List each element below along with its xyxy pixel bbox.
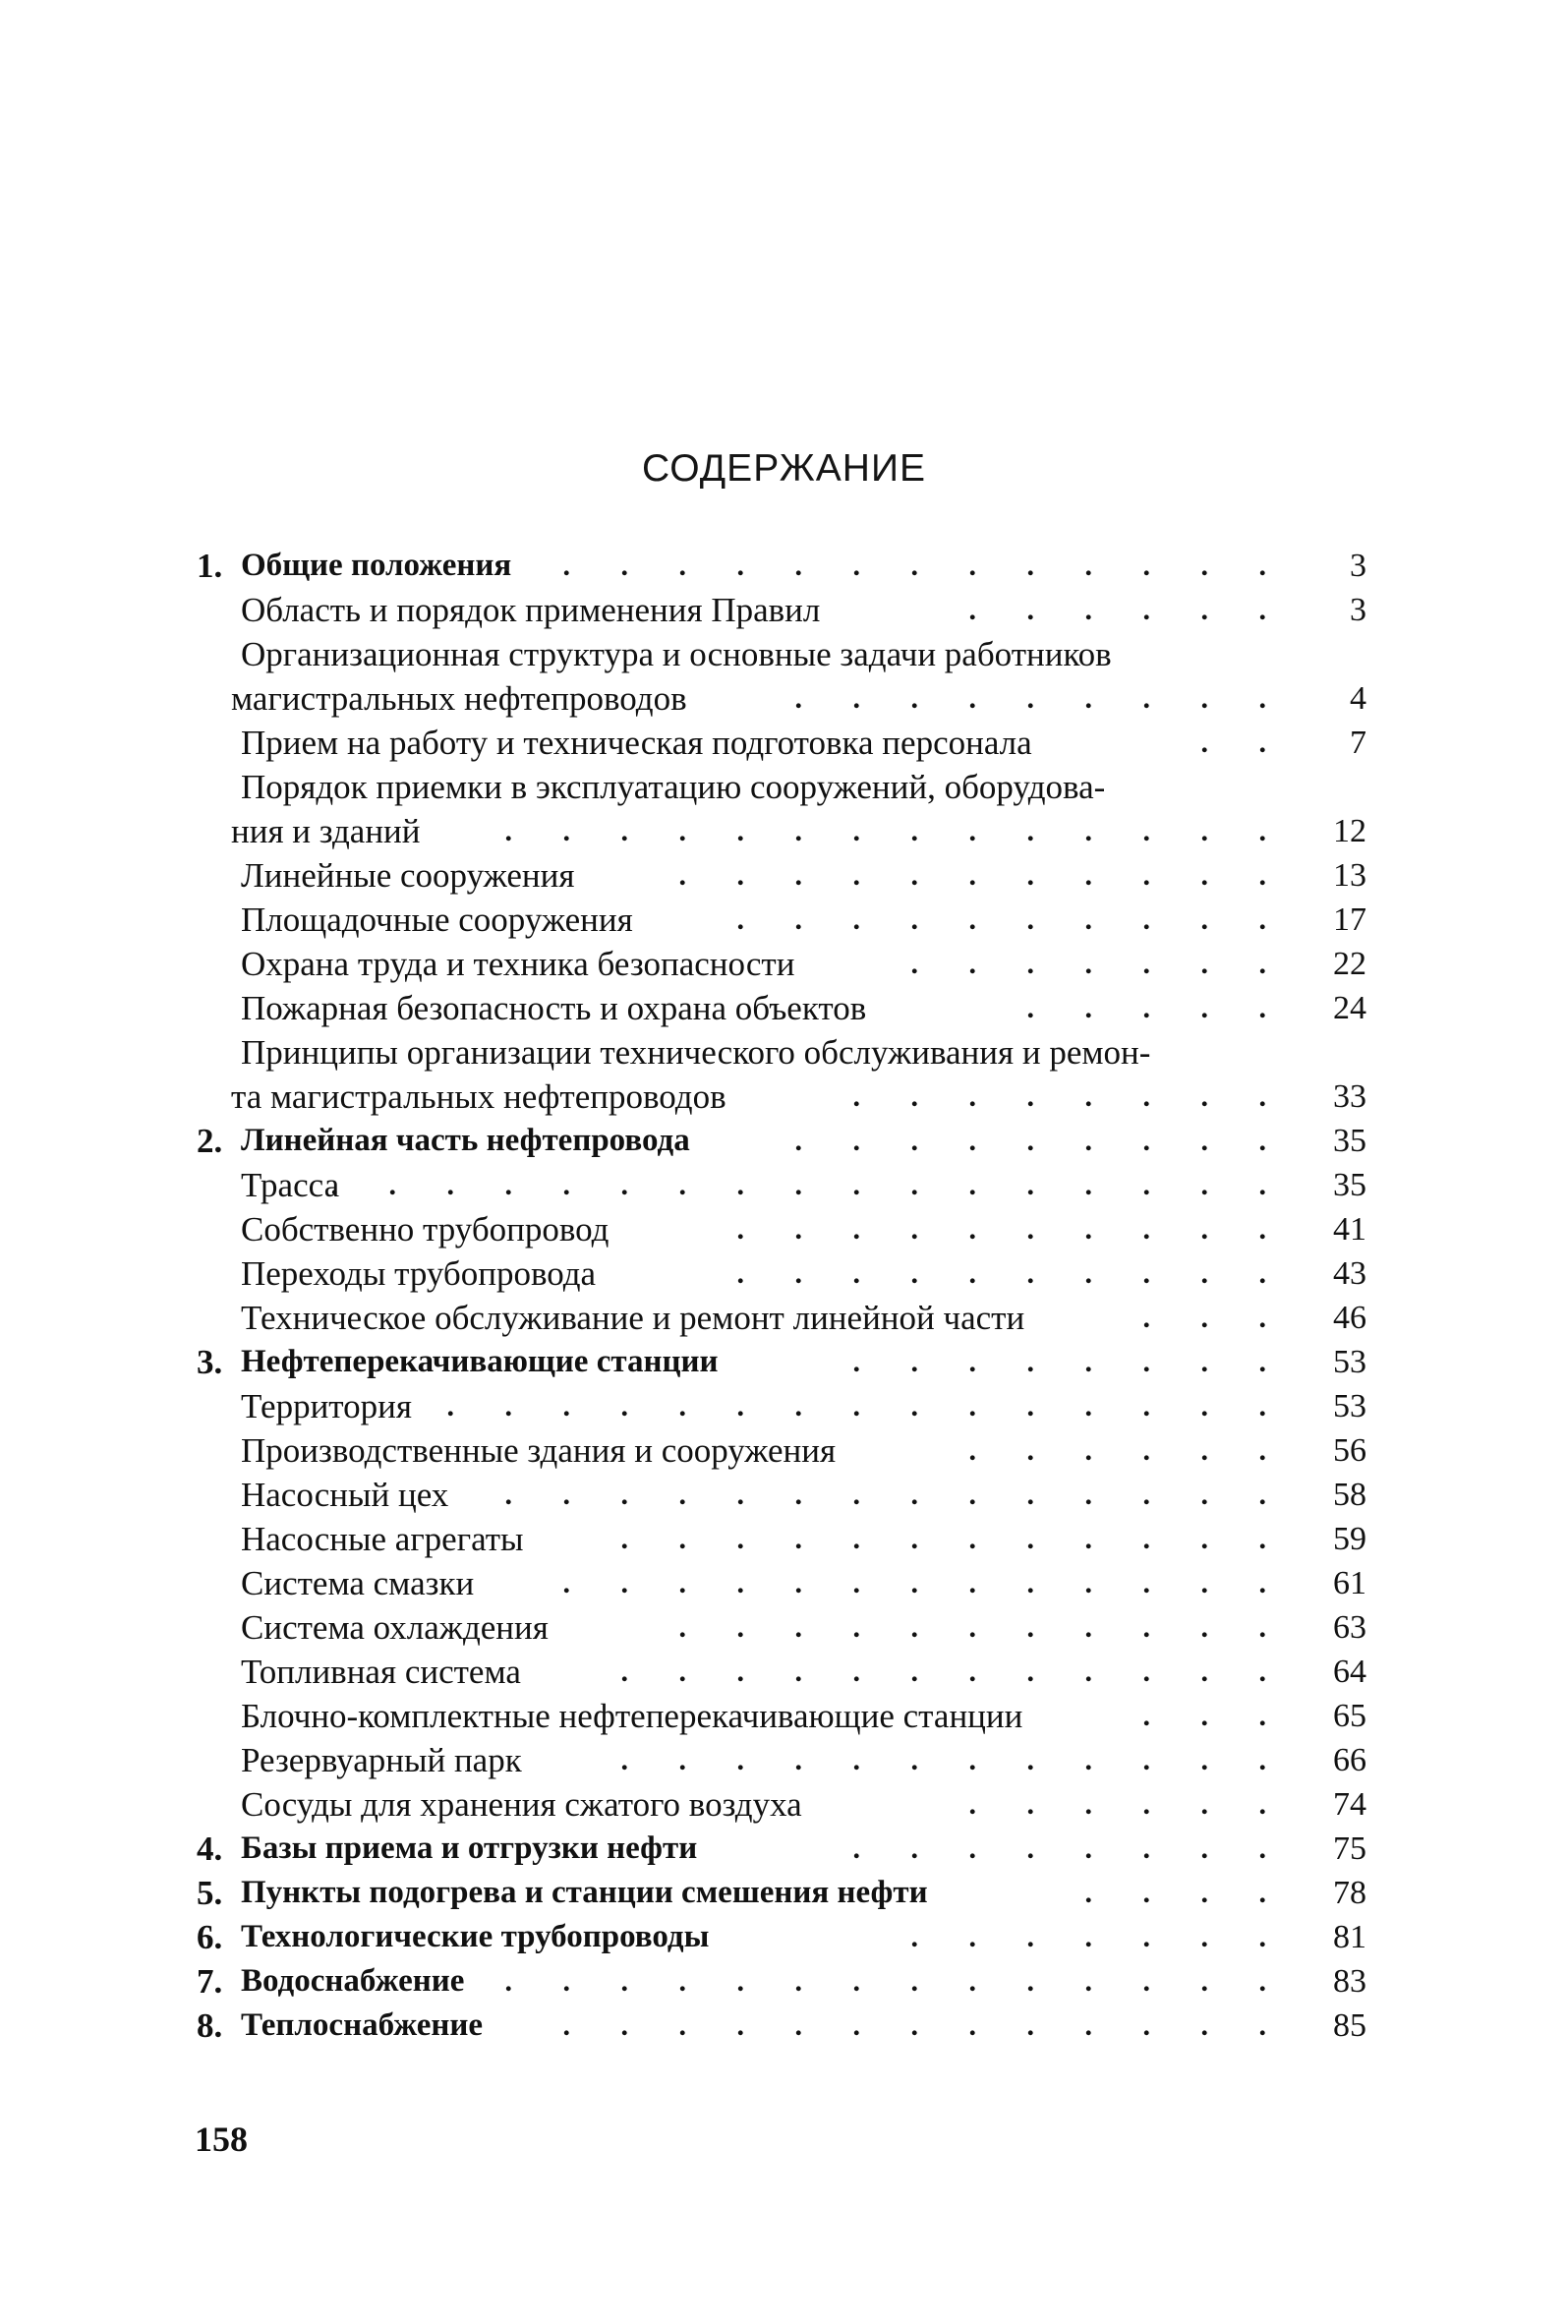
dot-leader: . . . . . . <box>968 594 1288 626</box>
entry-title: Базы приема и отгрузки нефти <box>241 1830 698 1866</box>
dot-leader: . . . . . . . . . . . . . <box>562 2009 1288 2042</box>
toc-entry <box>197 1650 1366 1694</box>
entry-title: ния и зданий <box>231 812 421 850</box>
toc-chapter-entry <box>197 1871 1366 1915</box>
toc-entry <box>197 1075 1366 1119</box>
entry-title: Общие положения <box>241 548 512 583</box>
page-ref: 35 <box>1333 1123 1366 1159</box>
dot-leader: . . . . . . . . . . <box>736 1213 1288 1246</box>
page-ref: 63 <box>1333 1609 1366 1646</box>
toc-entry <box>197 1738 1366 1782</box>
entry-title: Пожарная безопасность и охрана объектов <box>241 989 867 1027</box>
dot-leader: . . . <box>1142 1302 1288 1334</box>
dot-leader: . . . . <box>1084 1877 1288 1909</box>
entry-title: Область и порядок применения Правил <box>241 591 821 629</box>
entry-title: Топливная система <box>241 1653 521 1691</box>
entry-title: магистральных нефтепроводов <box>231 679 687 718</box>
toc-entry <box>197 1296 1366 1340</box>
toc-entry <box>197 986 1366 1030</box>
dot-leader: . . . . . . . . . . . . <box>620 1744 1288 1776</box>
toc-entry <box>197 809 1366 853</box>
entry-title: Площадочные сооружения <box>241 901 633 939</box>
toc-chapter-entry <box>197 1119 1366 1163</box>
page-number: 158 <box>195 2120 248 2159</box>
entry-title: Порядок приемки в эксплуатацию сооружений, оборудова- <box>241 768 1106 806</box>
page-ref: 61 <box>1333 1565 1366 1601</box>
toc-entry <box>197 1428 1366 1473</box>
page-title: СОДЕРЖАНИЕ <box>641 447 927 490</box>
page-ref: 53 <box>1333 1344 1366 1380</box>
entry-title: Резервуарный парк <box>241 1741 522 1779</box>
page-ref: 3 <box>1350 548 1366 584</box>
entry-title: Линейные сооружения <box>241 856 575 895</box>
dot-leader: . . . . . <box>1026 992 1288 1024</box>
page-ref: 66 <box>1333 1742 1366 1778</box>
dot-leader: . . . . . . . . . <box>794 1125 1288 1157</box>
toc-entry <box>197 676 1366 721</box>
toc-entry <box>197 1694 1366 1738</box>
dot-leader: . . . . . . <box>968 1434 1288 1467</box>
page-ref: 33 <box>1333 1078 1366 1115</box>
chapter-number: 3. <box>197 1343 223 1381</box>
toc-entry <box>197 1251 1366 1296</box>
entry-title: та магистральных нефтепроводов <box>231 1077 726 1116</box>
page-ref: 4 <box>1350 680 1366 717</box>
toc-chapter-entry <box>197 2004 1366 2048</box>
page-ref: 65 <box>1333 1698 1366 1734</box>
page-ref: 64 <box>1333 1654 1366 1690</box>
dot-leader: . . . . . . . . . . . . . . . <box>446 1390 1288 1423</box>
toc-entry <box>197 1163 1366 1207</box>
toc-entry <box>197 1473 1366 1517</box>
page-ref: 22 <box>1333 946 1366 982</box>
entry-title: Территория <box>241 1387 412 1425</box>
table-of-contents <box>197 544 1366 2048</box>
toc-chapter-entry <box>197 1915 1366 1959</box>
entry-title: Сосуды для хранения сжатого воздуха <box>241 1785 802 1824</box>
toc-entry <box>197 1605 1366 1650</box>
page-ref: 56 <box>1333 1432 1366 1469</box>
page-ref: 58 <box>1333 1477 1366 1513</box>
entry-title: Нефтеперекачивающие станции <box>241 1344 719 1379</box>
toc-entry <box>197 1561 1366 1605</box>
entry-title: Переходы трубопровода <box>241 1254 597 1293</box>
toc-entry <box>197 721 1366 765</box>
dot-leader: . . . . . . . . . . <box>736 903 1288 936</box>
chapter-number: 8. <box>197 2006 223 2045</box>
toc-chapter-entry <box>197 1340 1366 1384</box>
chapter-number: 4. <box>197 1830 223 1868</box>
page-ref: 75 <box>1333 1830 1366 1867</box>
dot-leader: . . . . . . . . . . . <box>678 1611 1288 1644</box>
dot-leader: . . . . . . . . . . . . . . <box>504 1965 1288 1998</box>
chapter-number: 7. <box>197 1962 223 2001</box>
page-ref: 7 <box>1350 725 1366 761</box>
dot-leader: . . . . . . . . . . . . . <box>562 550 1288 582</box>
dot-leader: . . . . . . . . . . . <box>678 859 1288 892</box>
page-ref: 41 <box>1333 1211 1366 1248</box>
toc-entry <box>197 1517 1366 1561</box>
entry-title: Охрана труда и техника безопасности <box>241 945 795 983</box>
page-ref: 78 <box>1333 1875 1366 1911</box>
page-ref: 46 <box>1333 1300 1366 1336</box>
entry-title: Теплоснабжение <box>241 2007 484 2043</box>
toc-entry <box>197 588 1366 632</box>
page-ref: 17 <box>1333 901 1366 938</box>
page-ref: 35 <box>1333 1167 1366 1203</box>
entry-title: Линейная часть нефтепровода <box>241 1123 690 1158</box>
dot-leader: . . . . . . . <box>910 948 1288 980</box>
entry-title: Трасса <box>241 1166 340 1204</box>
toc-entry <box>197 1782 1366 1827</box>
entry-title: Система смазки <box>241 1564 475 1602</box>
dot-leader: . . . . . . . <box>910 1921 1288 1953</box>
entry-title: Насосные агрегаты <box>241 1520 524 1558</box>
page-ref: 12 <box>1333 813 1366 849</box>
toc-entry <box>197 1030 1366 1075</box>
toc-entry <box>197 898 1366 942</box>
page-ref: 24 <box>1333 990 1366 1026</box>
dot-leader: . . . . . . . . . . <box>736 1257 1288 1290</box>
dot-leader: . . . . . . . . . . . . . . <box>504 815 1288 847</box>
dot-leader: . . . . . . . . . . . . <box>620 1656 1288 1688</box>
page-ref: 3 <box>1350 592 1366 628</box>
page-ref: 83 <box>1333 1963 1366 2000</box>
toc-entry <box>197 632 1366 676</box>
page-ref: 59 <box>1333 1521 1366 1557</box>
dot-leader: . . . . . . . . . . . . . <box>562 1567 1288 1599</box>
dot-leader: . . . . . . . . <box>852 1080 1288 1113</box>
page-ref: 53 <box>1333 1388 1366 1424</box>
entry-title: Принципы организации технического обслуживания и ремон- <box>241 1033 1151 1072</box>
chapter-number: 5. <box>197 1874 223 1912</box>
entry-title: Техническое обслуживание и ремонт линейной части <box>241 1299 1025 1337</box>
page-ref: 81 <box>1333 1919 1366 1955</box>
dot-leader: . . . . . . . . <box>852 1346 1288 1378</box>
dot-leader: . . . . . . . . . <box>794 682 1288 715</box>
toc-entry <box>197 765 1366 809</box>
entry-title: Собственно трубопровод <box>241 1210 610 1249</box>
dot-leader: . . <box>1200 726 1288 759</box>
entry-title: Насосный цех <box>241 1476 449 1514</box>
toc-entry <box>197 853 1366 898</box>
toc-entry <box>197 1207 1366 1251</box>
page-ref: 13 <box>1333 857 1366 894</box>
toc-chapter-entry <box>197 1959 1366 2004</box>
page-ref: 43 <box>1333 1255 1366 1292</box>
page-ref: 85 <box>1333 2007 1366 2044</box>
dot-leader: . . . . . . . . . . . . <box>620 1523 1288 1555</box>
toc-chapter-entry <box>197 544 1366 588</box>
entry-title: Водоснабжение <box>241 1963 465 1999</box>
page-ref: 74 <box>1333 1786 1366 1823</box>
dot-leader: . . . . . . <box>968 1788 1288 1821</box>
chapter-number: 2. <box>197 1122 223 1160</box>
entry-title: Технологические трубопроводы <box>241 1919 710 1954</box>
entry-title: Прием на работу и техническая подготовка персонала <box>241 724 1032 762</box>
dot-leader: . . . . . . . . . . . . . . . . . <box>330 1169 1288 1201</box>
entry-title: Пункты подогрева и станции смешения нефти <box>241 1875 928 1910</box>
chapter-number: 1. <box>197 547 223 585</box>
entry-title: Блочно-комплектные нефтеперекачивающие станции <box>241 1697 1023 1735</box>
toc-entry <box>197 1384 1366 1428</box>
dot-leader: . . . <box>1142 1700 1288 1732</box>
entry-title: Система охлаждения <box>241 1608 549 1647</box>
entry-title: Организационная структура и основные задачи работников <box>241 635 1112 673</box>
chapter-number: 6. <box>197 1918 223 1956</box>
toc-chapter-entry <box>197 1827 1366 1871</box>
toc-entry <box>197 942 1366 986</box>
entry-title: Производственные здания и сооружения <box>241 1431 837 1470</box>
dot-leader: . . . . . . . . <box>852 1832 1288 1865</box>
dot-leader: . . . . . . . . . . . . . . <box>504 1479 1288 1511</box>
